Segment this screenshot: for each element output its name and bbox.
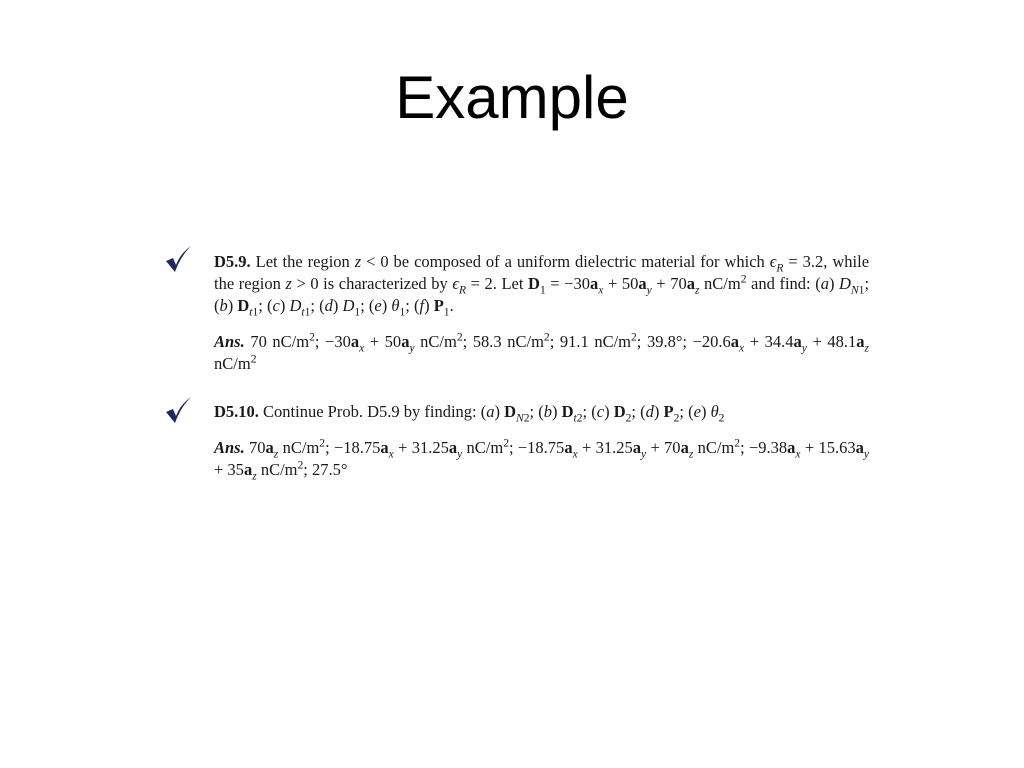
problem-d5-10 — [214, 401, 869, 481]
problem-d5-10-text: D5.10. Continue Prob. D5.9 by finding: (a) $D_{N2}$; (b) $D_{t2}$; (c) $D_2$; (d) $P_2$; (e) $\theta_2$ — [214, 402, 725, 425]
problem-d5-9-ans-label: Ans. — [214, 332, 245, 351]
problem-d5-9 — [214, 251, 869, 375]
problem-d5-10-ans-label: Ans. — [214, 438, 245, 457]
problem-d5-10-answer: Ans. $70a_z$ $nC/m^2$; $-18.75a_x + 31.25a_y$ $nC/m^2$; $-18.75a_x + 31.25a_y + 70a_z$ $nC/m^2$; $-9.38a_x + 15.63a_y + 35a_z$ $nC/m^2$; 27.5° — [214, 437, 869, 483]
checkmark-icon — [164, 396, 192, 424]
problem-d5-9-label: D5.9. — [214, 252, 251, 271]
checkmark-icon — [164, 245, 192, 273]
slide-title: Example — [395, 64, 629, 131]
problem-d5-9-text: D5.9. Let the region z < 0 be composed of a uniform dielectric material for which $\epsilon_R = 3.2$, while the region z > 0 is characterized by $\epsilon_R = 2$. Let $D_1 = -30a_x + 50a_y + 70a_z$ $nC/m^2$ and find: (a) $D_{N1}$; (b) $D_{t1}$; (c) $D_{t1}$; (d) $D_1$; (e) $\theta_1$; (f) $P_1$. — [214, 252, 870, 319]
problem-d5-10-label: D5.10. — [214, 402, 259, 421]
problem-d5-9-answer: Ans. 70 $nC/m^2$; $-30a_x + 50a_y$ $nC/m^2$; 58.3 $nC/m^2$; 91.1 $nC/m^2$; 39.8°; $-20.6a_x + 34.4a_y + 48.1a_z$ $nC/m^2$ — [214, 331, 869, 373]
